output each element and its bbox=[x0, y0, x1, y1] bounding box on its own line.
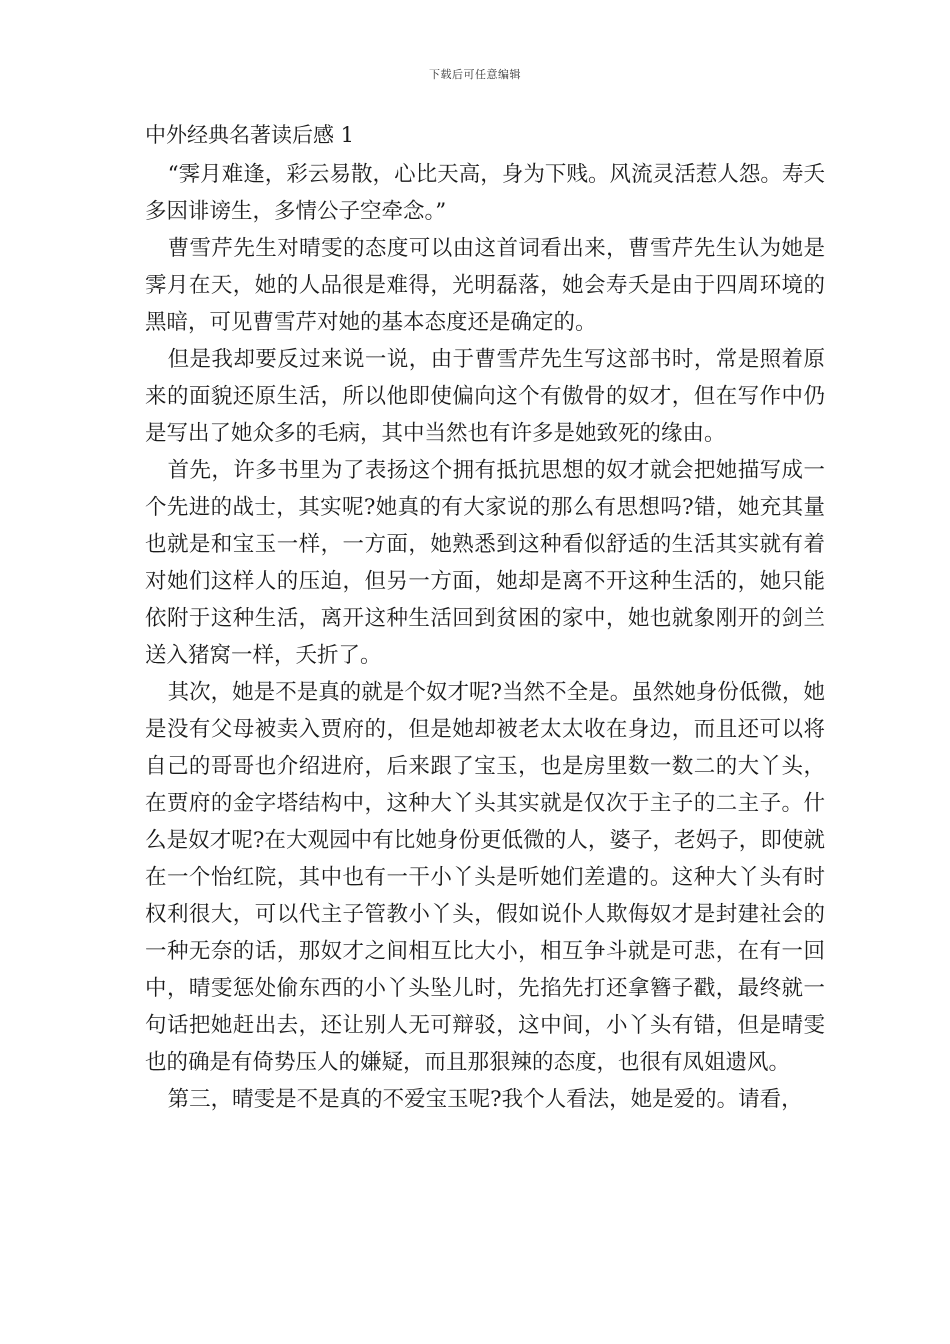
paragraph-first-point: 首先，许多书里为了表扬这个拥有抵抗思想的奴才就会把她描写成一个先进的战士，其实呢?她真的有大家说的那么有思想吗?错，她充其量也就是和宝玉一样，一方面，她熟悉到这种看似舒适的生活其实就有着对她们这样人的压迫，但另一方面，她却是离不开这种生活的，她只能依附于这种生活，离开这种生活回到贫困的家中，她也就象刚开的剑兰送入猪窝一样，夭折了。 bbox=[145, 458, 825, 668]
paragraph-second-point: 其次，她是不是真的就是个奴才呢?当然不全是。虽然她身份低微，她是没有父母被卖入贾府的，但是她却被老太太收在身边，而且还可以将自己的哥哥也介绍进府，后来跟了宝玉，也是房里数一数二的大丫头，在贾府的金字塔结构中，这种大丫头其实就是仅次于主子的二主子。什么是奴才呢?在大观园中有比她身份更低微的人，婆子，老妈子，即使就在一个怡红院，其中也有一干小丫头是听她们差遣的。这种大丫头有时权利很大，可以代主子管教小丫头，假如说仆人欺侮奴才是封建社会的一种无奈的话，那奴才之间相互比大小，相互争斗就是可悲，在有一回中，晴雯惩处偷东西的小丫头坠儿时，先掐先打还拿簪子戳，最终就一句话把她赶出去，还让别人无可辩驳，这中间，小丫头有错，但是晴雯也的确是有倚势压人的嫌疑，而且那狠辣的态度，也很有凤姐遗风。 bbox=[145, 680, 825, 1075]
document-body bbox=[145, 120, 825, 1118]
paragraph-third-point: 第三，晴雯是不是真的不爱宝玉呢?我个人看法，她是爱的。请看， bbox=[167, 1087, 803, 1112]
paragraph-poem: “霁月难逢，彩云易散，心比天高，身为下贱。风流灵活惹人怨。寿夭多因诽谤生，多情公子空牵念。” bbox=[145, 162, 825, 224]
paragraph-counterpoint: 但是我却要反过来说一说，由于曹雪芹先生写这部书时，常是照着原来的面貌还原生活，所以他即使偏向这个有傲骨的奴才，但在写作中仍是写出了她众多的毛病，其中当然也有许多是她致死的缘由。 bbox=[145, 347, 825, 446]
paragraph-author-attitude: 曹雪芹先生对晴雯的态度可以由这首词看出来，曹雪芹先生认为她是霁月在天，她的人品很是难得，光明磊落，她会寿夭是由于四周环境的黑暗，可见曹雪芹对她的基本态度还是确定的。 bbox=[145, 236, 825, 335]
header-note: 下载后可任意编辑 bbox=[429, 68, 521, 81]
document-title: 中外经典名著读后感 1 bbox=[145, 123, 355, 147]
